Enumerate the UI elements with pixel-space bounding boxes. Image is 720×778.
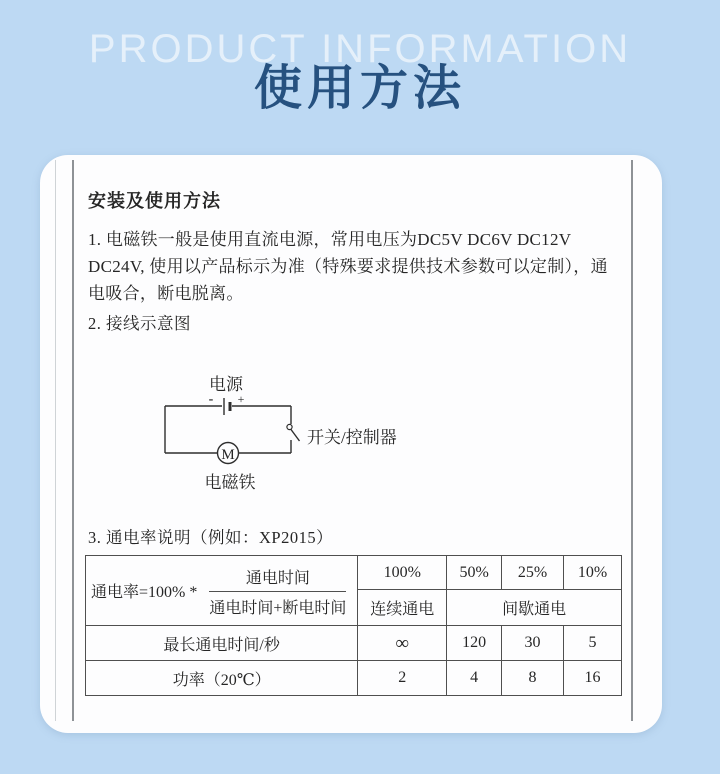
power-25: 8 bbox=[501, 661, 563, 696]
page-header bbox=[0, 0, 720, 150]
table-row-duty-header bbox=[86, 556, 622, 590]
switch-blade-icon bbox=[291, 430, 300, 442]
magnet-label: 电磁铁 bbox=[204, 473, 256, 492]
section-duty-title: 3. 通电率说明（例如：XP2015） bbox=[88, 528, 334, 547]
formula-numerator: 通电时间 bbox=[209, 564, 346, 592]
section-wiring-title: 2. 接线示意图 bbox=[88, 314, 191, 333]
duty-formula-cell bbox=[86, 556, 358, 626]
formula-denominator: 通电时间+断电时间 bbox=[209, 599, 347, 617]
circuit-svg bbox=[148, 372, 478, 500]
max-time-50: 120 bbox=[447, 626, 502, 661]
mode-intermittent-cell: 间歇通电 bbox=[447, 590, 622, 626]
card-heading: 安装及使用方法 bbox=[88, 191, 221, 211]
bottom-white-strip bbox=[0, 774, 720, 778]
power-source-label: 电源 bbox=[209, 375, 243, 394]
right-dark-rule bbox=[631, 160, 633, 721]
watermark-text: PRODUCT INFORMATION bbox=[88, 27, 632, 71]
power-label: 功率（20℃） bbox=[86, 661, 358, 696]
duty-header-100: 100% bbox=[358, 556, 447, 590]
duty-cycle-table bbox=[85, 555, 622, 696]
formula-fraction bbox=[209, 564, 346, 618]
formula-prefix: 通电率=100% * bbox=[91, 584, 198, 601]
switch-contact-icon bbox=[287, 424, 292, 429]
left-light-rule bbox=[55, 160, 56, 721]
duty-header-25: 25% bbox=[501, 556, 563, 590]
wiring-diagram bbox=[148, 372, 478, 500]
max-time-label: 最长通电时间/秒 bbox=[86, 626, 358, 661]
left-dark-rule bbox=[72, 160, 74, 721]
duty-cycle-table-wrap bbox=[85, 555, 622, 696]
max-time-10: 5 bbox=[564, 626, 622, 661]
duty-header-10: 10% bbox=[564, 556, 622, 590]
battery-plus-mark: + bbox=[237, 392, 245, 406]
duty-header-50: 50% bbox=[447, 556, 502, 590]
max-time-25: 30 bbox=[501, 626, 563, 661]
table-row-power bbox=[86, 661, 622, 696]
power-100: 2 bbox=[358, 661, 447, 696]
motor-symbol: M bbox=[221, 447, 235, 463]
power-10: 16 bbox=[564, 661, 622, 696]
battery-minus-mark: - bbox=[208, 392, 214, 407]
max-time-100: ∞ bbox=[358, 626, 447, 661]
mode-continuous-cell: 连续通电 bbox=[358, 590, 447, 626]
page-title: 使用方法 bbox=[253, 62, 466, 115]
switch-label: 开关/控制器 bbox=[307, 428, 397, 447]
info-card bbox=[40, 155, 662, 733]
power-50: 4 bbox=[447, 661, 502, 696]
usage-paragraph: 1. 电磁铁一般是使用直流电源，常用电压为DC5V DC6V DC12V DC24V, 使用以产品标示为准（特殊要求提供技术参数可以定制），通电吸合，断电脱离。 bbox=[88, 230, 608, 303]
table-row-max-time bbox=[86, 626, 622, 661]
